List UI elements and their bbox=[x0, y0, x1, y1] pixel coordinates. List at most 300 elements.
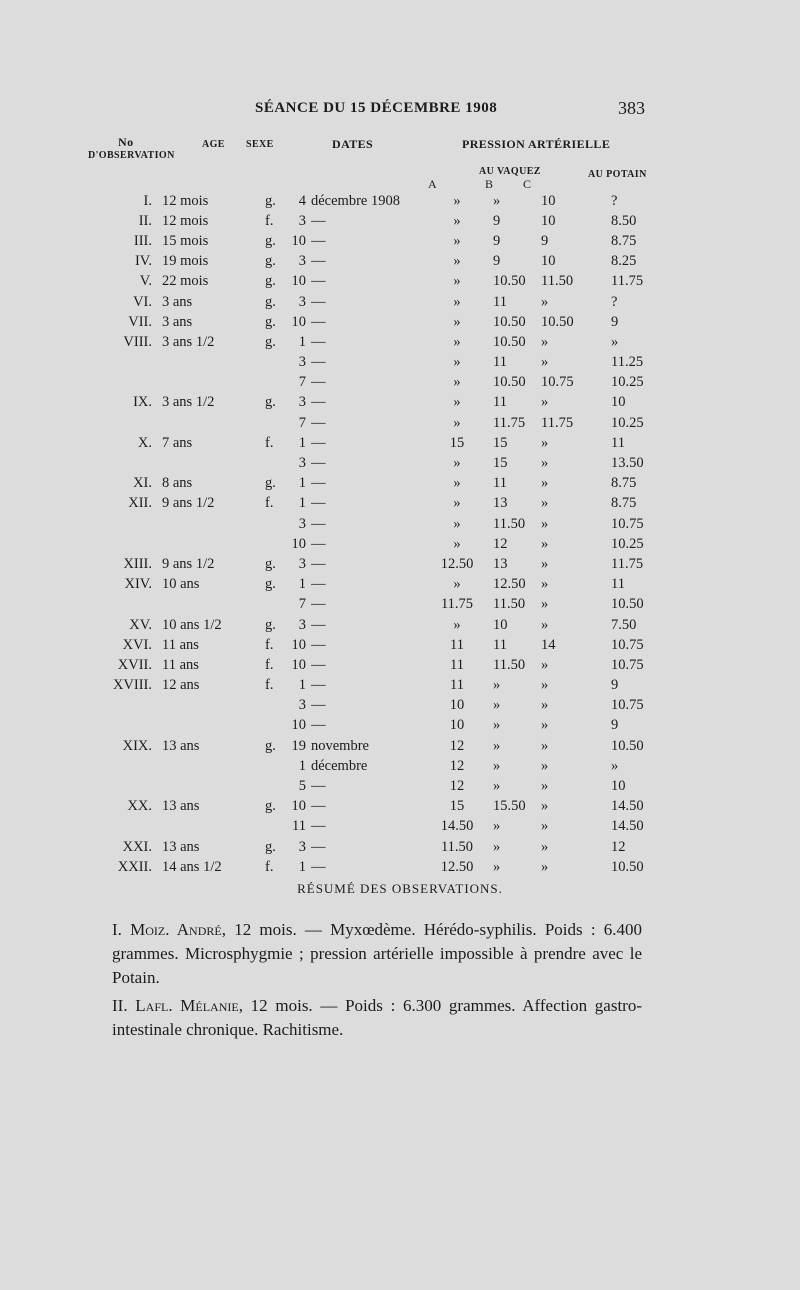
vaquez-a-cell: 10 bbox=[449, 697, 465, 714]
vaquez-b-cell: 11 bbox=[493, 293, 507, 310]
vaquez-b-cell: 10.50 bbox=[493, 313, 526, 330]
date-day-cell: 10 bbox=[291, 313, 306, 330]
potain-cell: 7.50 bbox=[611, 616, 637, 633]
observation-number: IV. bbox=[134, 253, 152, 270]
vaquez-a-cell: 11.50 bbox=[440, 838, 474, 855]
potain-cell: 11 bbox=[611, 434, 625, 451]
potain-cell: 14.50 bbox=[611, 798, 644, 815]
sexe-cell: g. bbox=[265, 333, 276, 350]
header-col-c: C bbox=[523, 177, 532, 191]
date-month-cell: novembre bbox=[311, 737, 369, 754]
date-day-cell: 1 bbox=[298, 333, 306, 350]
table-row bbox=[100, 615, 686, 635]
date-month-cell: — bbox=[311, 778, 326, 795]
age-cell: 22 mois bbox=[162, 273, 209, 290]
table-row bbox=[100, 393, 686, 413]
sexe-cell: g. bbox=[265, 737, 276, 754]
date-month-cell: — bbox=[311, 798, 326, 815]
date-day-cell: 1 bbox=[298, 475, 306, 492]
vaquez-b-cell: » bbox=[493, 838, 501, 855]
date-month-cell: — bbox=[311, 616, 326, 633]
potain-cell: 11 bbox=[611, 576, 625, 593]
observation-number: VII. bbox=[128, 313, 152, 330]
date-day-cell: 10 bbox=[291, 273, 306, 290]
vaquez-c-cell: 11.75 bbox=[541, 414, 574, 431]
observation-number: XIII. bbox=[123, 555, 152, 572]
date-day-cell: 3 bbox=[298, 354, 306, 371]
age-cell: 12 ans bbox=[162, 677, 200, 694]
date-month-cell: décembre 1908 bbox=[311, 192, 400, 209]
vaquez-a-cell: » bbox=[453, 293, 461, 310]
vaquez-a-cell: » bbox=[453, 192, 461, 209]
vaquez-c-cell: » bbox=[541, 616, 549, 633]
age-cell bbox=[162, 413, 265, 433]
date-month-cell: — bbox=[311, 535, 326, 552]
potain-cell: 10.75 bbox=[611, 636, 644, 653]
vaquez-c-cell: 10.50 bbox=[541, 313, 574, 330]
sexe-cell: g. bbox=[265, 232, 276, 249]
table-row bbox=[100, 494, 686, 514]
table-row bbox=[100, 635, 686, 655]
potain-cell: 8.75 bbox=[611, 232, 637, 249]
running-head bbox=[0, 100, 800, 124]
date-day-cell: 5 bbox=[298, 778, 306, 795]
vaquez-c-cell: » bbox=[541, 838, 549, 855]
potain-cell: 8.75 bbox=[611, 475, 637, 492]
observation-number: II. bbox=[138, 212, 152, 229]
vaquez-b-cell: 11.75 bbox=[493, 414, 526, 431]
header-age: AGE bbox=[202, 139, 225, 150]
date-month-cell: — bbox=[311, 677, 326, 694]
sexe-cell: g. bbox=[265, 313, 276, 330]
vaquez-a-cell: 10 bbox=[449, 717, 465, 734]
potain-cell: » bbox=[611, 757, 619, 774]
header-no: No bbox=[118, 135, 134, 149]
age-cell: 11 ans bbox=[162, 636, 199, 653]
vaquez-a-cell: » bbox=[453, 394, 461, 411]
observation-summary-1 bbox=[112, 918, 642, 990]
sexe-cell: f. bbox=[265, 434, 274, 451]
observation-number: XVI. bbox=[122, 636, 152, 653]
observation-number bbox=[100, 756, 162, 776]
vaquez-b-cell: 10 bbox=[493, 616, 508, 633]
age-cell bbox=[162, 756, 265, 776]
date-day-cell: 3 bbox=[298, 555, 306, 572]
table-row bbox=[100, 736, 686, 756]
sexe-cell: g. bbox=[265, 273, 276, 290]
table-row bbox=[100, 231, 686, 251]
potain-cell: 13.50 bbox=[611, 455, 644, 472]
table-row bbox=[100, 756, 686, 776]
vaquez-a-cell: » bbox=[453, 313, 461, 330]
observation-number: XIV. bbox=[124, 576, 152, 593]
observations-body bbox=[100, 191, 686, 877]
header-pression: PRESSION ARTÉRIELLE bbox=[462, 137, 611, 151]
header-col-a: A bbox=[428, 177, 438, 191]
observation-number bbox=[100, 716, 162, 736]
vaquez-b-cell: 9 bbox=[493, 232, 501, 249]
vaquez-b-cell: » bbox=[493, 697, 501, 714]
summary-2-text: 12 mois. — Poids : 6.300 grammes. Affection gastro-intestinale chronique. Rachitisme. bbox=[112, 996, 642, 1039]
header-vaquez: AU VAQUEZ bbox=[479, 166, 541, 177]
date-day-cell: 3 bbox=[298, 697, 306, 714]
vaquez-c-cell: » bbox=[541, 596, 549, 613]
observation-number: III. bbox=[133, 232, 152, 249]
vaquez-b-cell: 10.50 bbox=[493, 374, 526, 391]
table-row bbox=[100, 332, 686, 352]
age-cell: 14 ans 1/2 bbox=[162, 858, 222, 875]
observation-number: XVII. bbox=[117, 656, 152, 673]
table-row bbox=[100, 292, 686, 312]
date-month-cell: — bbox=[311, 313, 326, 330]
date-month-cell: — bbox=[311, 354, 326, 371]
sexe-cell: f. bbox=[265, 212, 274, 229]
vaquez-a-cell: » bbox=[453, 273, 461, 290]
potain-cell: 9 bbox=[611, 313, 619, 330]
observation-number bbox=[100, 353, 162, 373]
vaquez-c-cell: » bbox=[541, 434, 549, 451]
vaquez-b-cell: » bbox=[493, 717, 501, 734]
sexe-cell: f. bbox=[265, 495, 274, 512]
potain-cell: 10.50 bbox=[611, 737, 644, 754]
sexe-cell bbox=[265, 453, 283, 473]
table-row bbox=[100, 554, 686, 574]
date-day-cell: 10 bbox=[291, 535, 306, 552]
date-month-cell: — bbox=[311, 555, 326, 572]
observation-number: XII. bbox=[128, 495, 152, 512]
vaquez-c-cell: » bbox=[541, 818, 549, 835]
table-row bbox=[100, 353, 686, 373]
potain-cell: 8.75 bbox=[611, 495, 637, 512]
vaquez-a-cell: 11 bbox=[450, 656, 464, 673]
date-day-cell: 1 bbox=[298, 677, 306, 694]
age-cell: 10 ans 1/2 bbox=[162, 616, 222, 633]
observation-number bbox=[100, 373, 162, 393]
table-row bbox=[100, 534, 686, 554]
vaquez-a-cell: » bbox=[453, 414, 461, 431]
date-month-cell: — bbox=[311, 374, 326, 391]
vaquez-b-cell: 11 bbox=[493, 394, 507, 411]
resume-title: RÉSUMÉ DES OBSERVATIONS. bbox=[297, 881, 503, 896]
summary-2-number: II. bbox=[112, 996, 128, 1015]
vaquez-a-cell: 12 bbox=[449, 757, 465, 774]
date-day-cell: 3 bbox=[298, 253, 306, 270]
date-month-cell: — bbox=[311, 333, 326, 350]
age-cell: 19 mois bbox=[162, 253, 209, 270]
vaquez-c-cell: » bbox=[541, 354, 549, 371]
vaquez-c-cell: 11.50 bbox=[541, 273, 574, 290]
vaquez-c-cell: » bbox=[541, 495, 549, 512]
observation-number: I. bbox=[143, 192, 152, 209]
vaquez-b-cell: 12.50 bbox=[493, 576, 526, 593]
vaquez-b-cell: 9 bbox=[493, 253, 501, 270]
vaquez-a-cell: » bbox=[453, 455, 461, 472]
table-row bbox=[100, 252, 686, 272]
sexe-cell: g. bbox=[265, 394, 276, 411]
observation-number: VIII. bbox=[123, 333, 152, 350]
vaquez-a-cell: 15 bbox=[449, 798, 465, 815]
vaquez-a-cell: 14.50 bbox=[440, 818, 474, 835]
summary-1-number: I. bbox=[112, 920, 122, 939]
date-day-cell: 1 bbox=[298, 757, 306, 774]
date-month-cell: — bbox=[311, 495, 326, 512]
summary-2-patient: Lafl. Mélanie, bbox=[135, 996, 243, 1015]
observation-number bbox=[100, 413, 162, 433]
age-cell bbox=[162, 373, 265, 393]
vaquez-a-cell: 12.50 bbox=[440, 555, 474, 572]
potain-cell: ? bbox=[611, 293, 618, 310]
date-day-cell: 7 bbox=[298, 596, 306, 613]
table-row bbox=[100, 514, 686, 534]
potain-cell: ? bbox=[611, 192, 618, 209]
date-day-cell: 3 bbox=[298, 838, 306, 855]
vaquez-a-cell: » bbox=[453, 535, 461, 552]
vaquez-c-cell: 14 bbox=[541, 636, 556, 653]
vaquez-b-cell: 15 bbox=[493, 455, 508, 472]
observation-number bbox=[100, 514, 162, 534]
observation-number: V. bbox=[139, 273, 152, 290]
potain-cell: 10.25 bbox=[611, 535, 644, 552]
date-month-cell: — bbox=[311, 838, 326, 855]
vaquez-c-cell: 10 bbox=[541, 192, 556, 209]
sexe-cell: g. bbox=[265, 798, 276, 815]
age-cell bbox=[162, 595, 265, 615]
vaquez-a-cell: » bbox=[453, 253, 461, 270]
date-day-cell: 10 bbox=[291, 798, 306, 815]
running-title: SÉANCE DU 15 DÉCEMBRE 1908 bbox=[255, 100, 498, 116]
vaquez-a-cell: 11 bbox=[450, 677, 464, 694]
age-cell bbox=[162, 534, 265, 554]
date-month-cell: — bbox=[311, 515, 326, 532]
sexe-cell: f. bbox=[265, 656, 274, 673]
date-month-cell: — bbox=[311, 394, 326, 411]
age-cell: 10 ans bbox=[162, 576, 200, 593]
vaquez-b-cell: » bbox=[493, 778, 501, 795]
date-month-cell: — bbox=[311, 293, 326, 310]
table-row bbox=[100, 676, 686, 696]
vaquez-c-cell: » bbox=[541, 394, 549, 411]
observation-number: XI. bbox=[133, 475, 152, 492]
age-cell: 3 ans 1/2 bbox=[162, 394, 215, 411]
observation-number: XIX. bbox=[122, 737, 152, 754]
vaquez-b-cell: 11.50 bbox=[493, 596, 526, 613]
age-cell: 13 ans bbox=[162, 838, 200, 855]
observation-number bbox=[100, 696, 162, 716]
date-day-cell: 3 bbox=[298, 616, 306, 633]
table-row bbox=[100, 191, 686, 211]
observation-number bbox=[100, 817, 162, 837]
date-day-cell: 1 bbox=[298, 858, 306, 875]
age-cell bbox=[162, 453, 265, 473]
date-month-cell: décembre bbox=[311, 757, 368, 774]
vaquez-c-cell: 10 bbox=[541, 253, 556, 270]
vaquez-c-cell: 9 bbox=[541, 232, 549, 249]
header-potain: AU POTAIN bbox=[588, 169, 647, 180]
vaquez-c-cell: » bbox=[541, 656, 549, 673]
age-cell: 13 ans bbox=[162, 798, 200, 815]
age-cell bbox=[162, 716, 265, 736]
vaquez-b-cell: 15.50 bbox=[493, 798, 526, 815]
vaquez-b-cell: 12 bbox=[493, 535, 508, 552]
date-day-cell: 10 bbox=[291, 717, 306, 734]
table-row bbox=[100, 373, 686, 393]
date-month-cell: — bbox=[311, 697, 326, 714]
potain-cell: » bbox=[611, 333, 619, 350]
sexe-cell bbox=[265, 716, 283, 736]
observations-table bbox=[100, 191, 686, 877]
age-cell: 11 ans bbox=[162, 656, 199, 673]
observation-number: XXII. bbox=[117, 858, 152, 875]
date-day-cell: 3 bbox=[298, 515, 306, 532]
potain-cell: 10.50 bbox=[611, 596, 644, 613]
vaquez-b-cell: » bbox=[493, 858, 501, 875]
age-cell: 9 ans 1/2 bbox=[162, 495, 215, 512]
header-col-b: B bbox=[485, 177, 494, 191]
observation-number: IX. bbox=[133, 394, 152, 411]
age-cell: 12 mois bbox=[162, 212, 209, 229]
sexe-cell bbox=[265, 353, 283, 373]
table-row bbox=[100, 575, 686, 595]
age-cell bbox=[162, 776, 265, 796]
potain-cell: 10.25 bbox=[611, 374, 644, 391]
page-number: 383 bbox=[618, 98, 645, 118]
vaquez-b-cell: » bbox=[493, 192, 501, 209]
date-month-cell: — bbox=[311, 414, 326, 431]
vaquez-a-cell: 12 bbox=[449, 737, 465, 754]
date-day-cell: 1 bbox=[298, 434, 306, 451]
sexe-cell bbox=[265, 413, 283, 433]
vaquez-c-cell: » bbox=[541, 576, 549, 593]
age-cell bbox=[162, 696, 265, 716]
sexe-cell: f. bbox=[265, 858, 274, 875]
vaquez-a-cell: » bbox=[453, 212, 461, 229]
vaquez-c-cell: » bbox=[541, 757, 549, 774]
sexe-cell bbox=[265, 696, 283, 716]
vaquez-a-cell: 11 bbox=[450, 636, 464, 653]
table-row bbox=[100, 655, 686, 675]
sexe-cell: g. bbox=[265, 192, 276, 209]
vaquez-a-cell: » bbox=[453, 515, 461, 532]
sexe-cell: g. bbox=[265, 253, 276, 270]
vaquez-b-cell: » bbox=[493, 757, 501, 774]
date-month-cell: — bbox=[311, 455, 326, 472]
vaquez-a-cell: » bbox=[453, 475, 461, 492]
date-month-cell: — bbox=[311, 232, 326, 249]
age-cell: 12 mois bbox=[162, 192, 209, 209]
potain-cell: 8.25 bbox=[611, 253, 637, 270]
date-day-cell: 1 bbox=[298, 576, 306, 593]
date-month-cell: — bbox=[311, 475, 326, 492]
age-cell: 3 ans bbox=[162, 313, 193, 330]
date-month-cell: — bbox=[311, 253, 326, 270]
date-month-cell: — bbox=[311, 818, 326, 835]
vaquez-c-cell: » bbox=[541, 677, 549, 694]
potain-cell: 10.25 bbox=[611, 414, 644, 431]
date-day-cell: 3 bbox=[298, 212, 306, 229]
sexe-cell bbox=[265, 817, 283, 837]
vaquez-c-cell: » bbox=[541, 333, 549, 350]
table-row bbox=[100, 211, 686, 231]
date-month-cell: — bbox=[311, 717, 326, 734]
table-row bbox=[100, 312, 686, 332]
table-row bbox=[100, 413, 686, 433]
vaquez-b-cell: 11 bbox=[493, 475, 507, 492]
date-day-cell: 1 bbox=[298, 495, 306, 512]
vaquez-b-cell: 10.50 bbox=[493, 273, 526, 290]
date-month-cell: — bbox=[311, 576, 326, 593]
table-row bbox=[100, 272, 686, 292]
age-cell: 3 ans bbox=[162, 293, 193, 310]
observation-number: VI. bbox=[133, 293, 152, 310]
vaquez-c-cell: » bbox=[541, 858, 549, 875]
date-day-cell: 7 bbox=[298, 414, 306, 431]
date-day-cell: 10 bbox=[291, 232, 306, 249]
vaquez-c-cell: » bbox=[541, 798, 549, 815]
observation-number bbox=[100, 776, 162, 796]
date-month-cell: — bbox=[311, 636, 326, 653]
vaquez-b-cell: 11 bbox=[493, 636, 507, 653]
vaquez-c-cell: » bbox=[541, 455, 549, 472]
sexe-cell: g. bbox=[265, 475, 276, 492]
table-row bbox=[100, 857, 686, 877]
date-day-cell: 3 bbox=[298, 293, 306, 310]
observation-number bbox=[100, 595, 162, 615]
date-month-cell: — bbox=[311, 858, 326, 875]
sexe-cell: g. bbox=[265, 838, 276, 855]
observation-number: X. bbox=[137, 434, 152, 451]
table-row bbox=[100, 716, 686, 736]
table-row bbox=[100, 817, 686, 837]
sexe-cell bbox=[265, 776, 283, 796]
vaquez-a-cell: 11.75 bbox=[440, 596, 474, 613]
vaquez-b-cell: 13 bbox=[493, 495, 508, 512]
potain-cell: 11.75 bbox=[611, 273, 644, 290]
vaquez-c-cell: » bbox=[541, 737, 549, 754]
observation-number bbox=[100, 453, 162, 473]
observation-summary-2 bbox=[112, 994, 642, 1042]
vaquez-a-cell: » bbox=[453, 576, 461, 593]
vaquez-c-cell: » bbox=[541, 555, 549, 572]
age-cell: 13 ans bbox=[162, 737, 200, 754]
vaquez-c-cell: » bbox=[541, 475, 549, 492]
observation-number bbox=[100, 534, 162, 554]
potain-cell: 11.25 bbox=[611, 354, 644, 371]
age-cell: 15 mois bbox=[162, 232, 209, 249]
vaquez-c-cell: » bbox=[541, 293, 549, 310]
vaquez-c-cell: 10.75 bbox=[541, 374, 574, 391]
observation-number: XX. bbox=[127, 798, 152, 815]
table-row bbox=[100, 797, 686, 817]
table-row bbox=[100, 474, 686, 494]
date-month-cell: — bbox=[311, 212, 326, 229]
potain-cell: 14.50 bbox=[611, 818, 644, 835]
date-day-cell: 10 bbox=[291, 656, 306, 673]
header-sexe: SEXE bbox=[246, 139, 274, 150]
vaquez-a-cell: » bbox=[453, 232, 461, 249]
potain-cell: 10.75 bbox=[611, 697, 644, 714]
sexe-cell: g. bbox=[265, 555, 276, 572]
vaquez-c-cell: » bbox=[541, 697, 549, 714]
table-row bbox=[100, 776, 686, 796]
vaquez-c-cell: 10 bbox=[541, 212, 556, 229]
vaquez-b-cell: » bbox=[493, 737, 501, 754]
table-row bbox=[100, 837, 686, 857]
vaquez-b-cell: 11.50 bbox=[493, 515, 526, 532]
date-month-cell: — bbox=[311, 656, 326, 673]
age-cell: 8 ans bbox=[162, 475, 193, 492]
date-day-cell: 3 bbox=[298, 455, 306, 472]
potain-cell: 10 bbox=[611, 778, 626, 795]
